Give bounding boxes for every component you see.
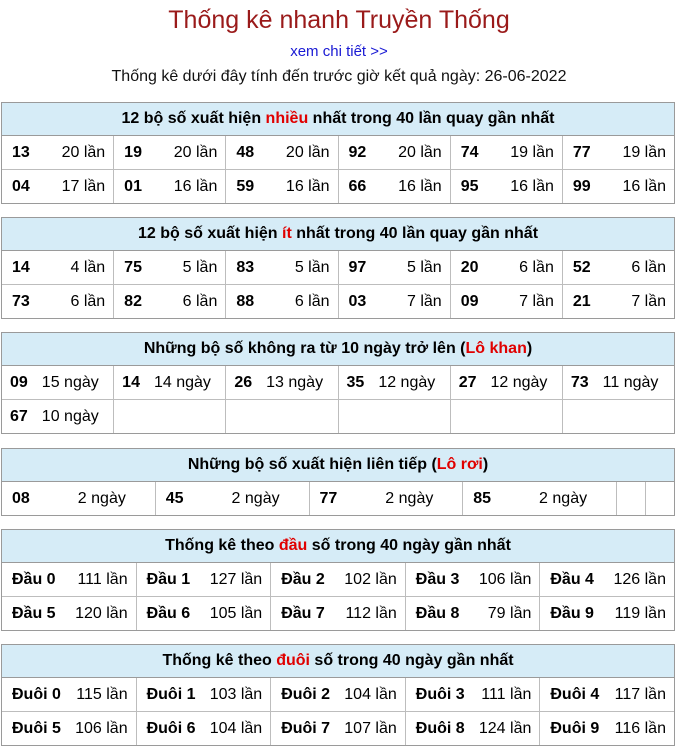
stat-cell	[113, 136, 225, 169]
stat-cell	[450, 251, 562, 284]
table-row	[2, 169, 674, 203]
stat-key: 67	[10, 407, 28, 425]
stat-cell	[2, 678, 136, 711]
stat-value: 12 ngày	[378, 373, 436, 391]
section-title: 12 bộ số xuất hiện ít nhất trong 40 lần quay gần nhất	[2, 218, 674, 251]
stat-value: 120 lần	[75, 604, 128, 622]
stat-key: 73	[12, 292, 30, 310]
stat-cell	[270, 712, 405, 745]
stat-key: 01	[124, 177, 142, 195]
stat-value: 11 ngày	[602, 373, 659, 391]
stat-key: Đầu 7	[281, 604, 325, 622]
stat-value: 116 lần	[614, 719, 666, 737]
stat-cell	[270, 597, 405, 630]
stat-value: 19 lần	[622, 143, 667, 161]
stat-key: 13	[12, 143, 30, 161]
stat-cell	[225, 285, 337, 318]
table-row	[2, 399, 674, 433]
stat-key: 85	[473, 489, 492, 507]
stat-key: 20	[460, 258, 479, 276]
stat-key: 03	[348, 292, 367, 310]
stat-value: 111 lần	[77, 570, 128, 588]
stat-cell	[309, 482, 463, 515]
stat-value: 6 lần	[182, 292, 218, 310]
stat-value: 7 lần	[631, 292, 667, 310]
stat-cell	[2, 366, 113, 399]
stat-key: Đầu 1	[146, 570, 191, 588]
table-row	[2, 711, 674, 745]
stat-value: 20 lần	[285, 143, 330, 161]
duoi-section	[1, 644, 675, 746]
stat-cell	[462, 482, 616, 515]
stat-value: 112 lần	[345, 604, 397, 622]
table-row	[2, 563, 674, 596]
section-body	[2, 678, 674, 745]
stat-key: 04	[12, 177, 30, 195]
stat-value: 2 ngày	[539, 489, 588, 507]
stat-cell	[2, 597, 136, 630]
stat-key: Đuôi 4	[550, 685, 600, 703]
stat-cell	[338, 251, 450, 284]
stat-value: 103 lần	[209, 685, 263, 703]
least-frequent-section	[1, 217, 675, 319]
stat-cell	[338, 170, 450, 203]
stat-cell	[113, 285, 225, 318]
stat-key: 75	[124, 258, 142, 276]
stat-cell	[539, 563, 674, 596]
stat-cell	[270, 678, 405, 711]
stat-cell	[155, 482, 309, 515]
stat-value: 6 lần	[519, 258, 554, 276]
stat-cell	[338, 400, 450, 433]
stat-value: 124 lần	[478, 719, 532, 737]
stat-key: 97	[348, 258, 367, 276]
stat-cell	[338, 366, 450, 399]
stat-value: 14 ngày	[153, 373, 211, 391]
stat-key: Đầu 3	[415, 570, 460, 588]
stat-key: Đầu 8	[415, 604, 460, 622]
dau-section	[1, 529, 675, 631]
stat-cell	[562, 136, 674, 169]
stat-key: 08	[12, 489, 30, 507]
stat-value: 104 lần	[209, 719, 263, 737]
stat-cell	[338, 136, 450, 169]
stat-cell	[450, 170, 562, 203]
stat-key: 82	[124, 292, 142, 310]
stat-value: 105 lần	[209, 604, 263, 622]
stat-key: 95	[460, 177, 479, 195]
stat-cell	[225, 136, 337, 169]
stat-key: 14	[12, 258, 30, 276]
stat-value: 20 lần	[173, 143, 218, 161]
stat-key: 14	[122, 373, 140, 391]
stat-cell	[113, 366, 225, 399]
stat-cell	[2, 482, 155, 515]
stat-value: 16 lần	[173, 177, 218, 195]
stat-key: 92	[348, 143, 367, 161]
stat-key: 09	[460, 292, 479, 310]
stat-value: 6 lần	[631, 258, 667, 276]
stat-key: 45	[165, 489, 184, 507]
stat-key: Đầu 5	[12, 604, 56, 622]
section-body	[2, 366, 674, 433]
stat-cell	[450, 366, 562, 399]
lo-khan-section	[1, 332, 675, 434]
stat-cell	[405, 563, 540, 596]
stat-cell	[225, 170, 337, 203]
stat-key: Đầu 9	[550, 604, 594, 622]
stat-value: 5 lần	[406, 258, 442, 276]
page-subtitle: Thống kê dưới đây tính đến trước giờ kết quả ngày: 26-06-2022	[111, 68, 567, 85]
stat-key: 52	[572, 258, 591, 276]
stat-cell	[270, 563, 405, 596]
stat-cell	[405, 597, 540, 630]
stat-value: 7 lần	[406, 292, 442, 310]
stat-cell	[136, 597, 271, 630]
stat-value: 20 lần	[398, 143, 442, 161]
section-title: Những bộ số xuất hiện liên tiếp (Lô rơi)	[2, 449, 674, 482]
stat-key: 21	[572, 292, 591, 310]
section-body	[2, 136, 674, 203]
stat-cell	[562, 251, 674, 284]
stat-value: 5 lần	[182, 258, 218, 276]
stat-key: 73	[570, 373, 589, 391]
stat-cell	[562, 400, 674, 433]
stat-cell	[562, 366, 674, 399]
stat-cell	[405, 678, 540, 711]
stat-cell	[113, 400, 225, 433]
stat-value: 2 ngày	[77, 489, 126, 507]
stat-cell	[2, 712, 136, 745]
stat-value: 16 lần	[285, 177, 330, 195]
stat-value: 104 lần	[344, 685, 397, 703]
stat-value: 119 lần	[614, 604, 666, 622]
stat-key: 48	[236, 143, 255, 161]
stat-cell	[539, 597, 674, 630]
stat-cell	[562, 285, 674, 318]
section-body	[2, 563, 674, 630]
stat-value: 127 lần	[209, 570, 263, 588]
stat-key: 59	[236, 177, 255, 195]
stat-key: 26	[234, 373, 253, 391]
stat-cell	[450, 136, 562, 169]
stat-value: 107 lần	[344, 719, 397, 737]
stat-value: 10 ngày	[41, 407, 99, 425]
stat-key: Đầu 6	[146, 604, 191, 622]
section-body	[2, 251, 674, 318]
stat-cell	[136, 678, 271, 711]
stat-cell	[136, 563, 271, 596]
stat-value: 16 lần	[510, 177, 554, 195]
stat-cell	[2, 400, 113, 433]
stat-cell	[225, 251, 337, 284]
stat-value: 117 lần	[614, 685, 666, 703]
stat-cell	[2, 285, 113, 318]
stat-cell	[562, 170, 674, 203]
page-title: Thống kê nhanh Truyền Thống	[168, 6, 510, 34]
stat-key: Đầu 2	[281, 570, 325, 588]
stat-value: 126 lần	[613, 570, 666, 588]
stat-key: 27	[458, 373, 477, 391]
stat-key: 35	[346, 373, 365, 391]
table-row	[2, 284, 674, 318]
stat-cell	[2, 251, 113, 284]
stat-value: 2 ngày	[231, 489, 280, 507]
table-row	[2, 596, 674, 630]
stat-value: 13 ngày	[266, 373, 324, 391]
stat-cell	[338, 285, 450, 318]
stat-key: Đuôi 8	[415, 719, 465, 737]
section-title: 12 bộ số xuất hiện nhiều nhất trong 40 lần quay gần nhất	[2, 103, 674, 136]
stat-key: Đuôi 5	[12, 719, 61, 737]
stat-key: Đuôi 3	[415, 685, 465, 703]
stat-value: 19 lần	[510, 143, 554, 161]
stat-key: Đuôi 7	[281, 719, 331, 737]
stat-key: Đuôi 1	[146, 685, 196, 703]
stat-key: 88	[236, 292, 255, 310]
empty-cell	[645, 482, 674, 515]
table-row	[2, 366, 674, 399]
section-title: Thống kê theo đuôi số trong 40 ngày gần nhất	[2, 645, 674, 678]
table-row	[2, 678, 674, 711]
stat-cell	[539, 678, 674, 711]
stat-value: 12 ngày	[490, 373, 548, 391]
stat-key: 66	[348, 177, 367, 195]
detail-link[interactable]: xem chi tiết >>	[290, 43, 388, 60]
stat-key: Đầu 4	[550, 570, 594, 588]
stat-key: 74	[460, 143, 479, 161]
stat-value: 106 lần	[478, 570, 532, 588]
stat-value: 6 lần	[294, 292, 330, 310]
lo-roi-section	[1, 448, 675, 516]
stat-cell	[450, 285, 562, 318]
stat-value: 15 ngày	[41, 373, 99, 391]
stat-cell	[450, 400, 562, 433]
section-title: Thống kê theo đầu số trong 40 ngày gần nhất	[2, 530, 674, 563]
section-title: Những bộ số không ra từ 10 ngày trở lên (Lô khan)	[2, 333, 674, 366]
stat-key: 09	[10, 373, 28, 391]
stat-cell	[113, 170, 225, 203]
stat-key: 77	[319, 489, 338, 507]
stat-key: Đuôi 0	[12, 685, 61, 703]
table-row	[2, 136, 674, 169]
stat-key: 83	[236, 258, 255, 276]
stat-key: Đầu 0	[12, 570, 56, 588]
stat-value: 106 lần	[75, 719, 128, 737]
stat-key: 19	[124, 143, 142, 161]
stat-value: 115 lần	[76, 685, 128, 703]
stat-cell	[113, 251, 225, 284]
stat-value: 2 ngày	[385, 489, 434, 507]
stat-cell	[539, 712, 674, 745]
stat-key: Đuôi 6	[146, 719, 196, 737]
stat-key: 77	[572, 143, 591, 161]
stat-cell	[225, 366, 337, 399]
stat-value: 79 lần	[487, 604, 532, 622]
stat-value: 17 lần	[61, 177, 106, 195]
stat-value: 16 lần	[622, 177, 667, 195]
stat-cell	[225, 400, 337, 433]
table-row	[2, 251, 674, 284]
stat-value: 20 lần	[61, 143, 106, 161]
empty-cell	[616, 482, 645, 515]
stat-value: 6 lần	[70, 292, 106, 310]
lo-roi-row	[2, 482, 674, 515]
stat-cell	[405, 712, 540, 745]
stat-key: Đuôi 2	[281, 685, 331, 703]
stat-cell	[136, 712, 271, 745]
stat-key: Đuôi 9	[550, 719, 600, 737]
stat-value: 4 lần	[70, 258, 106, 276]
stat-cell	[2, 563, 136, 596]
stat-value: 102 lần	[344, 570, 397, 588]
stat-value: 7 lần	[519, 292, 554, 310]
stat-value: 111 lần	[481, 685, 532, 703]
stat-cell	[2, 170, 113, 203]
stat-cell	[2, 136, 113, 169]
stat-value: 16 lần	[398, 177, 442, 195]
stat-key: 99	[572, 177, 591, 195]
stat-value: 5 lần	[294, 258, 330, 276]
most-frequent-section	[1, 102, 675, 204]
